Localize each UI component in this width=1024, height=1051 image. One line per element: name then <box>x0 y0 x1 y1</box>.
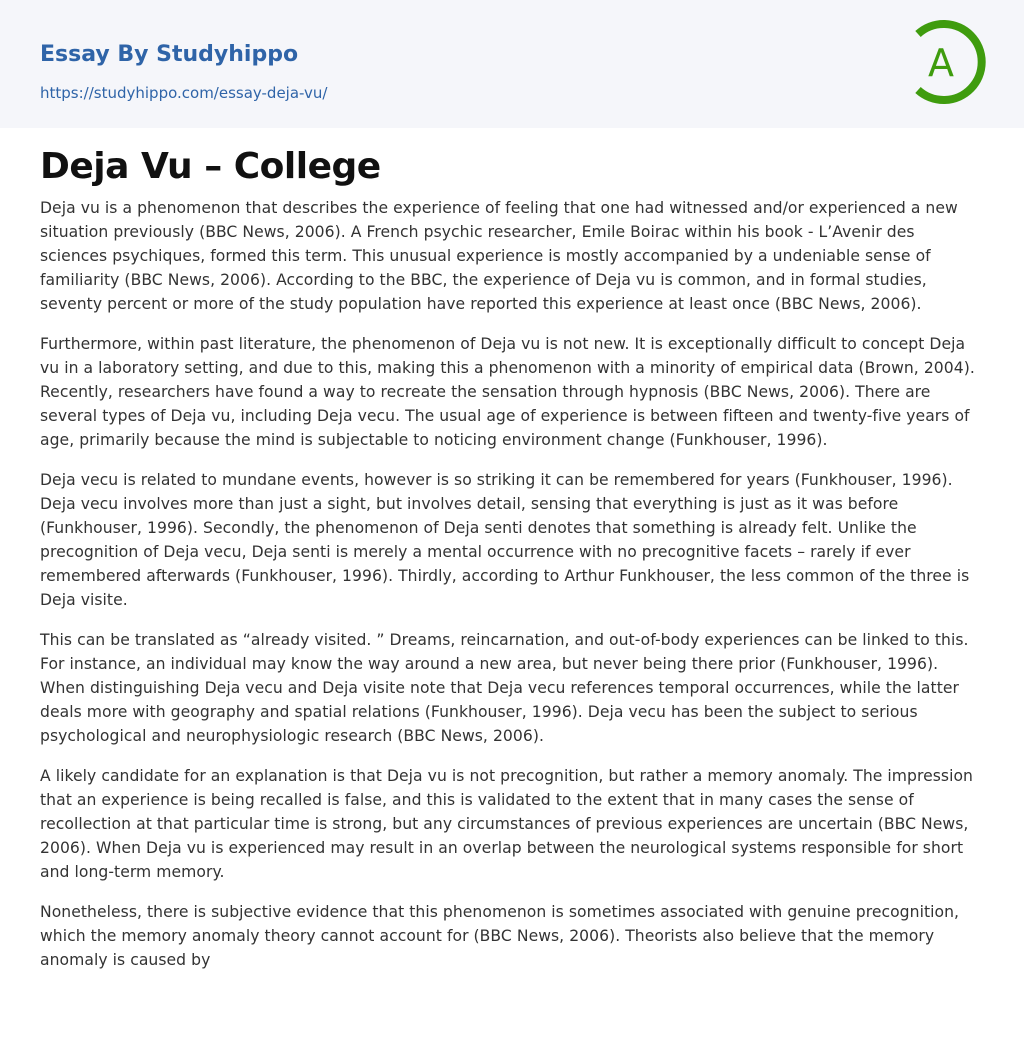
site-name: Essay By Studyhippo <box>40 42 299 67</box>
essay-url-link[interactable]: https://studyhippo.com/essay-deja-vu/ <box>40 84 328 102</box>
page-title: Deja Vu – College <box>40 146 381 187</box>
paragraph: Deja vecu is related to mundane events, however is so striking it can be remembered for years (Funkhouser, 1996). Deja vecu involves more than just a sight, but involves detail, sensing that everything is just as it was before (Funkhouser, 1996). Secondly, the phenomenon of Deja senti denotes that something is already felt. Unlike the precognition of Deja vecu, Deja senti is merely a mental occurrence with no precognitive facets – rarely if ever remembered afterwards (Funkhouser, 1996). Thirdly, according to Arthur Funkhouser, the less common of the three is Deja visite. <box>40 471 970 609</box>
paragraph: A likely candidate for an explanation is that Deja vu is not precognition, but rather a memory anomaly. The impression that an experience is being recalled is false, and this is validated to the extent that in many cases the sense of recollection at that particular time is strong, but any circumstances of previous experiences are uncertain (BBC News, 2006). When Deja vu is experienced may result in an overlap between the neurological systems responsible for short and long-term memory. <box>40 767 973 881</box>
paragraph: Deja vu is a phenomenon that describes the experience of feeling that one had witnessed and/or experienced a new situation previously (BBC News, 2006). A French psychic researcher, Emile Boirac within his book - L’Avenir des sciences psychiques, formed this term. This unusual experience is mostly accompanied by a undeniable sense of familiarity (BBC News, 2006). According to the BBC, the experience of Deja vu is common, and in formal studies, seventy percent or more of the study population have reported this experience at least once (BBC News, 2006). <box>40 199 958 313</box>
paragraph: Nonetheless, there is subjective evidence that this phenomenon is sometimes associated with genuine precognition, which the memory anomaly theory cannot account for (BBC News, 2006). Theorists also believe that the memory anomaly is caused by <box>40 903 960 969</box>
article-body <box>40 196 985 988</box>
site-header <box>0 0 1024 128</box>
svg-text:A: A <box>928 41 954 85</box>
paragraph: This can be translated as “already visited. ” Dreams, reincarnation, and out-of-body experiences can be linked to this. For instance, an individual may know the way around a new area, but never being there prior (Funkhouser, 1996). When distinguishing Deja vecu and Deja visite note that Deja vecu references temporal occurrences, while the latter deals more with geography and spatial relations (Funkhouser, 1996). Deja vecu has been the subject to serious psychological and neurophysiologic research (BBC News, 2006). <box>40 631 969 745</box>
paragraph: Furthermore, within past literature, the phenomenon of Deja vu is not new. It is exceptionally difficult to concept Deja vu in a laboratory setting, and due to this, making this a phenomenon with a minority of empirical data (Brown, 2004). Recently, researchers have found a way to recreate the sensation through hypnosis (BBC News, 2006). There are several types of Deja vu, including Deja vecu. The usual age of experience is between fifteen and twenty-five years of age, primarily because the mind is subjectable to noticing environment change (Funkhouser, 1996). <box>40 335 975 449</box>
studyhippo-logo-icon[interactable] <box>900 18 988 106</box>
